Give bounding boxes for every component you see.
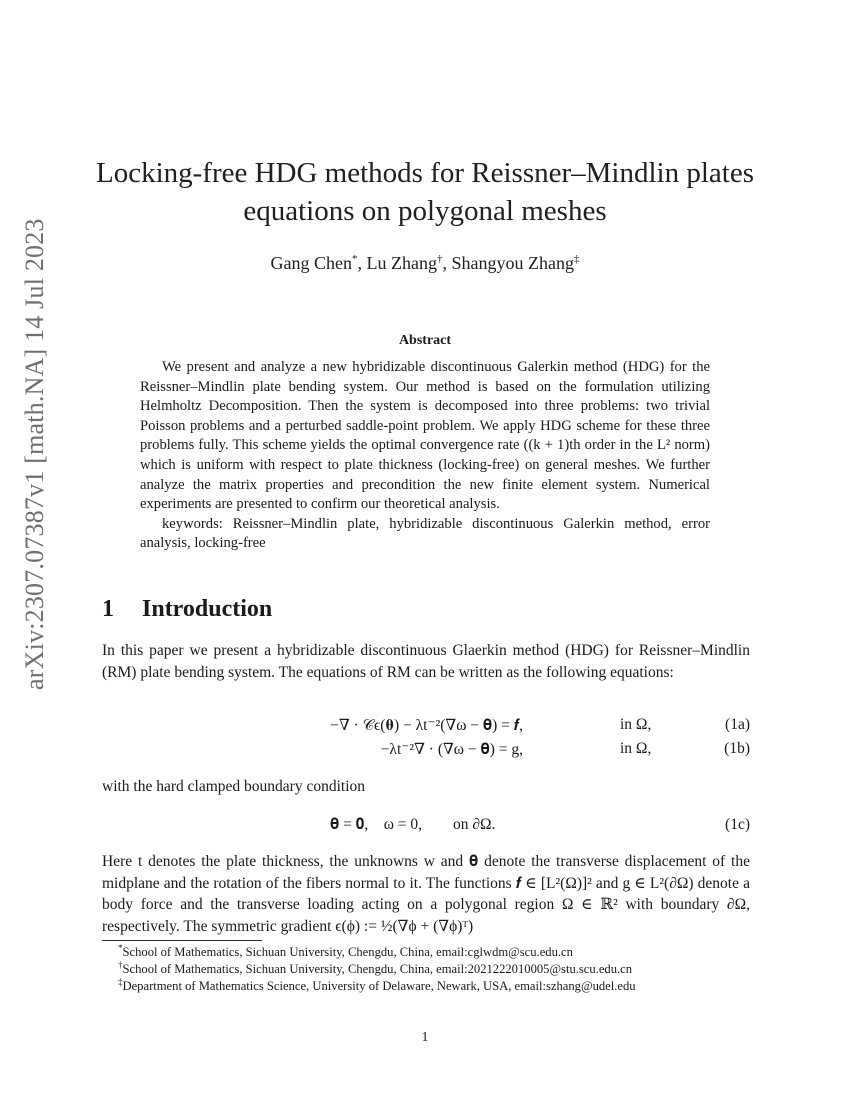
equation-condition: in Ω, [620, 716, 652, 733]
equation-expression: −∇ · 𝒞ϵ(𝛉) − λt⁻²(∇ω − 𝛉) = 𝒇, [330, 717, 523, 734]
footnote-mark: ‡ [118, 976, 123, 987]
abstract-text: We present and analyze a new hybridizable discontinuous Galerkin method (HDG) for the Reissner–Mindlin plate bending system. Our method is based on the formulation utilizing Helmholtz Decomposition. Then the system is decomposed into three problems: two trivial Poisson problems and a perturbed saddle-point problem. We apply HDG scheme for these three problems fully. This scheme yields the optimal convergence rate ((k + 1)th order in the L² norm) which is uniform with respect to plate thickness (locking-free) on general meshes. We further analyze the matrix properties and precondition the new finite element system. Numerical experiments are presented to confirm our theoretical analysis. [140, 359, 710, 513]
section-number: 1 [102, 596, 114, 622]
footnote [102, 944, 750, 961]
author-footnote-mark: † [436, 253, 443, 265]
footnote-text: Department of Mathematics Science, University of Delaware, Newark, USA, email:szhang@udel.edu [122, 979, 636, 993]
author-list: Gang Chen*, Lu Zhang†, Shangyou Zhang‡ [270, 253, 580, 273]
arxiv-identifier-stamp: arXiv:2307.07387v1 [math.NA] 14 Jul 2023 [20, 218, 49, 690]
page-number: 1 [421, 1030, 429, 1045]
equation-label: (1a) [725, 716, 750, 733]
equation-condition: in Ω, [620, 740, 652, 757]
footnote [102, 961, 750, 978]
footnote-mark: † [118, 959, 123, 970]
paper-title: Locking-free HDG methods for Reissner–Mindlin plates equations on polygonal meshes [96, 157, 754, 227]
section-title: Introduction [142, 596, 273, 622]
abstract-heading: Abstract [398, 333, 452, 348]
keywords: keywords: Reissner–Mindlin plate, hybridizable discontinuous Galerkin method, error analysis, locking-free [140, 515, 710, 552]
body-paragraph: Here t denotes the plate thickness, the unknowns w and 𝛉 denote the transverse displacement of the midplane and the rotation of the fibers normal to it. The functions 𝒇 ∈ [L²(Ω)]² and g ∈ L²(∂Ω) denote a body force and the transverse loading acting on a polygonal region Ω ∈ ℝ² with boundary ∂Ω, respectively. The symmetric gradient ϵ(ϕ) := ½(∇ϕ + (∇ϕ)ᵀ) [102, 853, 750, 935]
footnote [102, 978, 750, 995]
footnote-rule [102, 940, 262, 941]
author-name: Shangyou Zhang [451, 253, 574, 273]
author-name: Lu Zhang [366, 253, 437, 273]
abstract [140, 358, 710, 554]
section-heading [102, 596, 272, 623]
footnotes [102, 944, 750, 995]
footnote-mark: * [118, 942, 123, 953]
intro-paragraph: In this paper we present a hybridizable discontinuous Glaerkin method (HDG) for Reissner–Mindlin (RM) plate bending system. The equations of RM can be written as the following equations: [102, 642, 750, 681]
equation-label: (1c) [725, 816, 750, 833]
footnote-text: School of Mathematics, Sichuan University, Chengdu, China, email:cglwdm@scu.edu.cn [122, 945, 573, 959]
author-footnote-mark: * [352, 253, 358, 265]
author-footnote-mark: ‡ [573, 253, 580, 265]
author-name: Gang Chen [270, 253, 352, 273]
boundary-condition-text: with the hard clamped boundary condition [102, 778, 366, 795]
footnote-text: School of Mathematics, Sichuan University, Chengdu, China, email:2021222010005@stu.scu.edu.cn [122, 962, 633, 976]
equation-label: (1b) [724, 740, 750, 757]
equation-expression: 𝛉 = 𝟎, ω = 0, on ∂Ω. [330, 816, 496, 833]
equation-expression: −λt⁻²∇ · (∇ω − 𝛉) = g, [380, 741, 523, 758]
